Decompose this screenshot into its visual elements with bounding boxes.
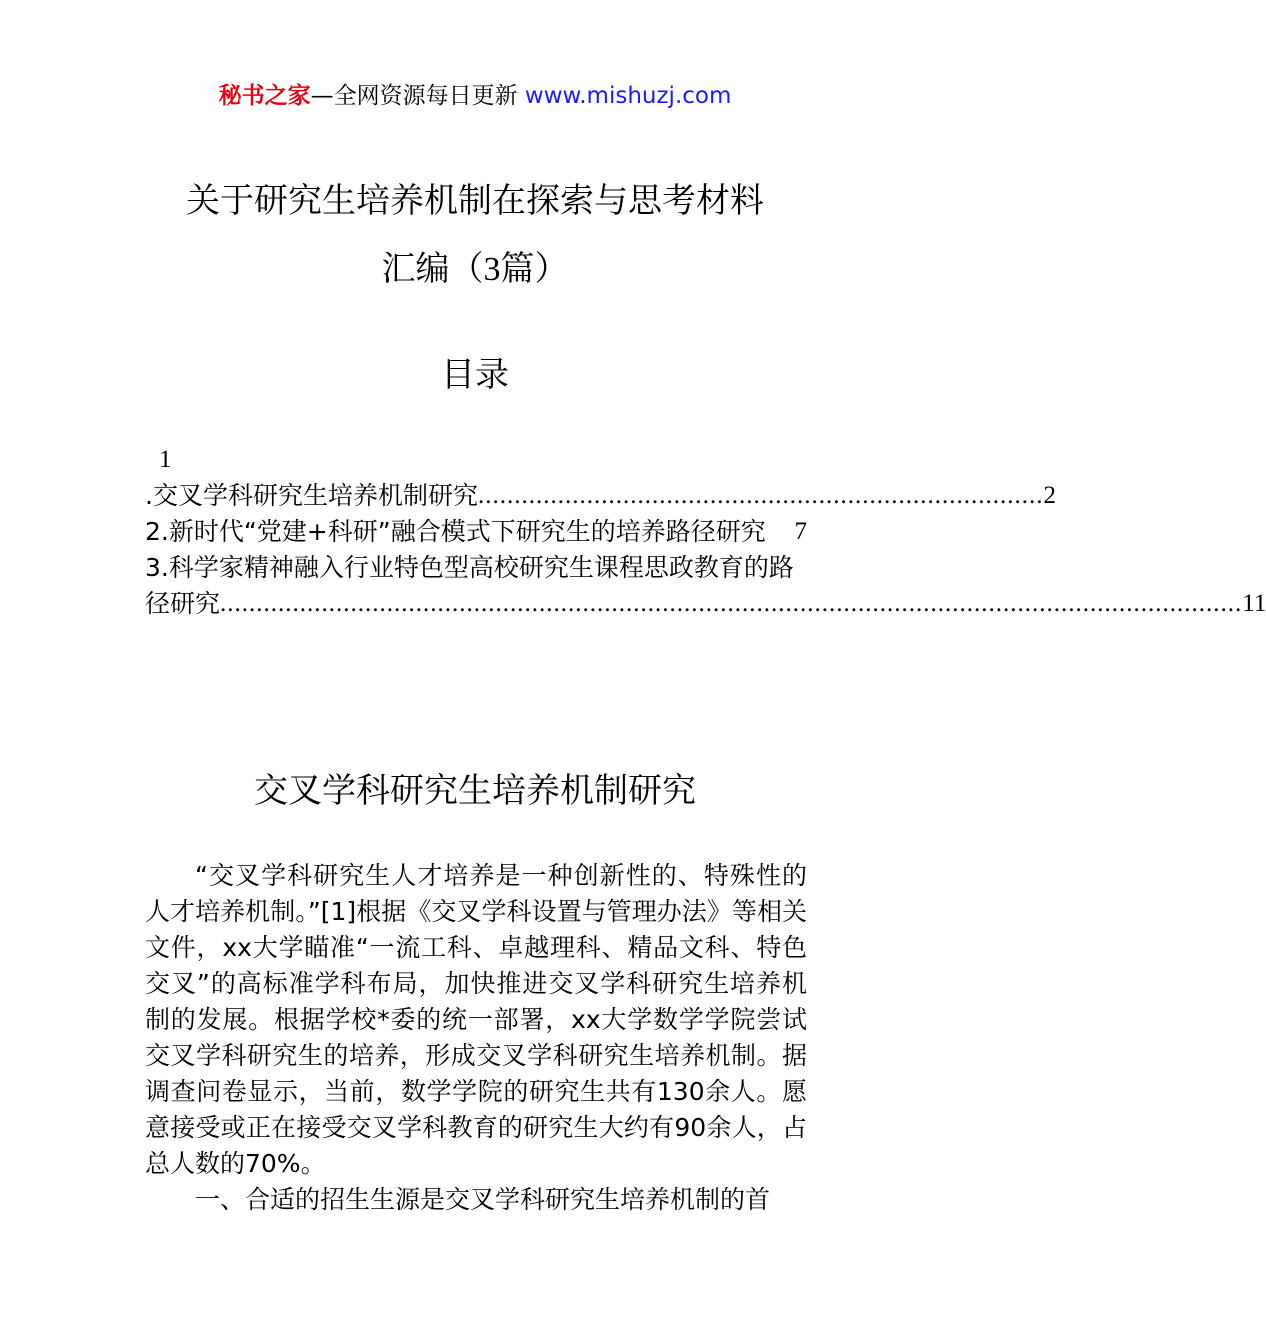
toc-leader-dots: ..............................................................................: [477, 482, 1044, 509]
toc-item-title: 径研究: [145, 589, 221, 618]
toc-item-title: 2.新时代“党建+科研”融合模式下研究生的培养路径研究: [145, 517, 766, 546]
toc-item-3[interactable]: [145, 550, 807, 586]
toc-item-page: 2: [1043, 482, 1056, 509]
title-line2-suffix: 篇）: [500, 249, 569, 289]
document-title-line1: 关于研究生培养机制在探索与思考材料: [186, 181, 764, 221]
table-of-contents: [145, 442, 1266, 622]
toc-item-page: 7: [794, 518, 807, 545]
article-paragraph-1: “交叉学科研究生人才培养是一种创新性的、特殊性的人才培养机制。”[1]根据《交叉学科设置与管理办法》等相关文件，xx大学瞄准“一流工科、卓越理科、精品文科、特色交叉”的高标准学科布局，加快推进交叉学科研究生培养机制的发展。根据学校*委的统一部署，xx大学数学学院尝试交叉学科研究生的培养，形成交叉学科研究生培养机制。据调查问卷显示，当前，数学学院的研究生共有130余人。愿意接受或正在接受交叉学科教育的研究生大约有90余人，占总人数的70%。: [145, 861, 807, 1178]
article-title: 交叉学科研究生培养机制研究: [254, 771, 696, 811]
toc-item-title: 3.科学家精神融入行业特色型高校研究生课程思政教育的路: [145, 553, 794, 582]
toc-item-title: .交叉学科研究生培养机制研究: [145, 481, 478, 510]
title-line2-number: 3: [483, 251, 501, 288]
document-title-line2: [0, 246, 950, 293]
toc-item-2[interactable]: [145, 514, 807, 550]
toc-item-1[interactable]: [145, 478, 1056, 514]
site-url-link[interactable]: www.mishuzj.com: [524, 83, 732, 109]
toc-item-3-continued[interactable]: [145, 586, 1266, 622]
title-line2-prefix: 汇编（: [381, 249, 484, 289]
toc-top-number: 1: [159, 446, 172, 473]
brand-name: 秘书之家: [218, 83, 311, 109]
toc-heading: 目录: [441, 355, 509, 395]
article-body: [145, 858, 807, 1218]
toc-item-page: 11: [1242, 590, 1266, 617]
site-banner: [0, 80, 950, 112]
toc-leader-dots: .............................................................................................................................................: [220, 590, 1243, 617]
banner-tagline: —全网资源每日更新: [310, 83, 525, 109]
article-paragraph-2: 一、合适的招生生源是交叉学科研究生培养机制的首: [195, 1185, 771, 1214]
